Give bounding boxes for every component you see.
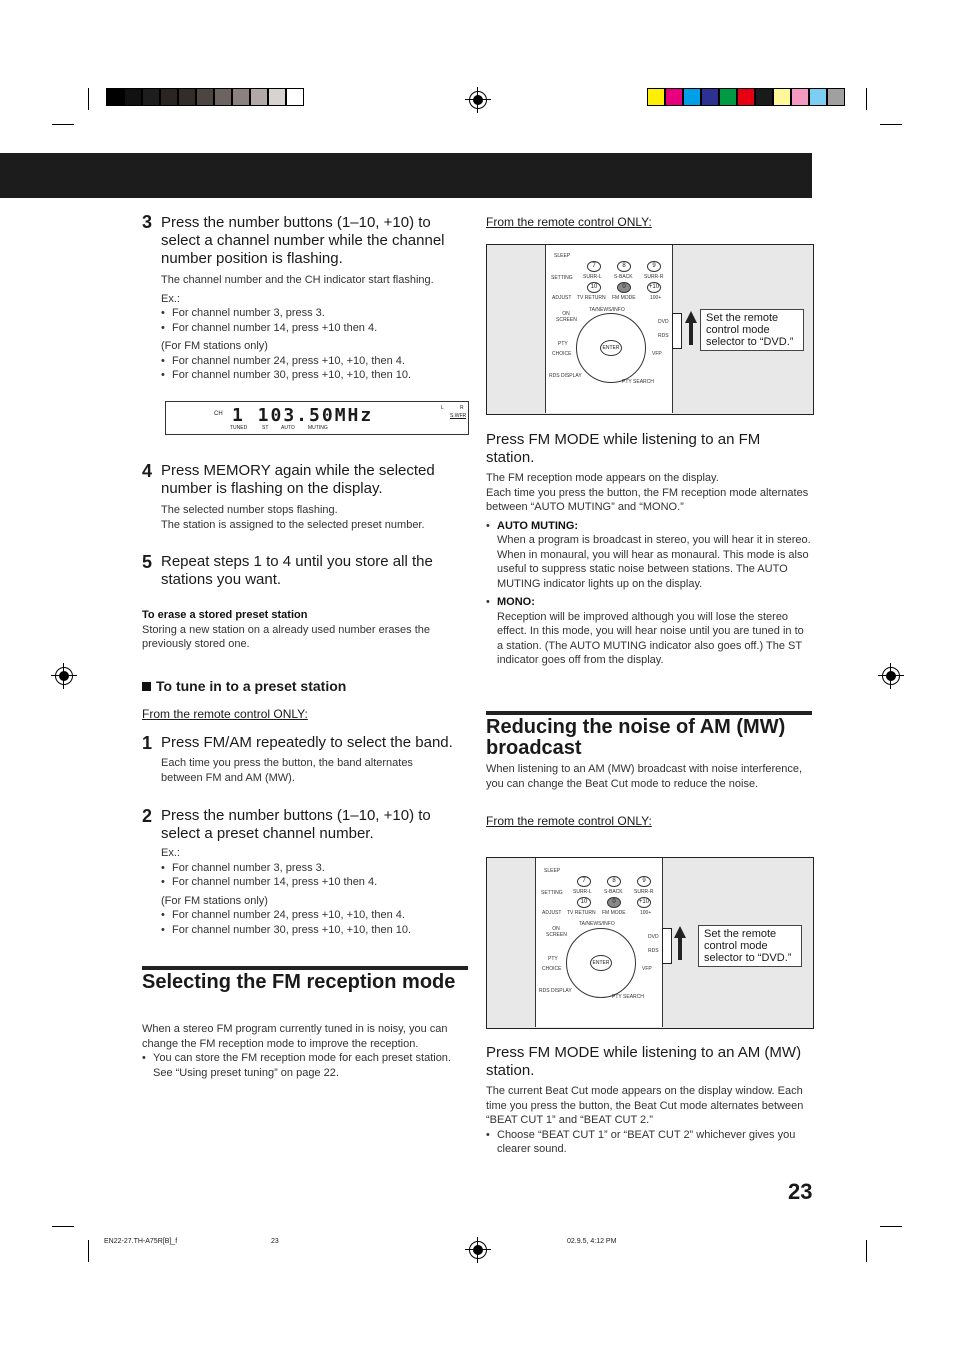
tune-preset-heading [142, 678, 346, 694]
key-9: 9 [647, 261, 661, 272]
am-heading: Reducing the noise of AM (MW) broadcast [486, 711, 812, 759]
list-item [486, 519, 811, 534]
tune-step-2-number: 2 [142, 806, 153, 826]
crop-mark [88, 88, 89, 110]
list-item: • For channel number 14, press +10 then 4. [161, 875, 466, 890]
color-swatch [178, 88, 196, 106]
muting-indicator: MUTING [308, 425, 328, 431]
sleep-key-label: SLEEP [544, 868, 561, 874]
enter-key: ENTER [590, 955, 612, 971]
choice-label: CHOICE [542, 966, 562, 972]
remote-control-illustration [535, 858, 663, 1027]
crop-mark [866, 88, 867, 110]
100-plus-label: 100+ [650, 295, 662, 301]
erase-text: Storing a new station on a already used number erases the previously stored one. [142, 623, 431, 650]
tune-step-2-body [161, 846, 466, 937]
am-text: The current Beat Cut mode appears on the display window. Each time you press the button, the Beat Cut mode alternates between “BEAT CUT 1” and “BEAT CUT 2.” [486, 1085, 804, 1126]
step-5-number: 5 [142, 552, 153, 572]
dvd-label: DVD [648, 934, 659, 940]
pty-search-label: PTY SEARCH [612, 994, 644, 1000]
r-indicator: R [460, 405, 464, 411]
registration-mark-icon [55, 667, 73, 685]
key-10: 10 [577, 897, 591, 908]
l-indicator: L [441, 405, 444, 411]
auto-indicator: AUTO [281, 425, 295, 431]
step-5-title: Repeat steps 1 to 4 until you store all the stations you want. [161, 553, 433, 588]
fm-mode-body [142, 1022, 467, 1080]
ex-label: Ex.: [161, 292, 180, 305]
setting-key-label: SETTING [541, 890, 563, 896]
crop-mark [880, 1226, 902, 1227]
fm-mode-label: FM MODE [602, 910, 626, 916]
setting-key-label: SETTING [551, 275, 573, 281]
arrow-shaft [689, 323, 693, 345]
cursor-dial [566, 928, 636, 998]
key-9: 9 [637, 876, 651, 887]
key-8: 8 [617, 261, 631, 272]
surr-r-label: SURR-R [644, 274, 664, 280]
s-back-label: S-BACK [604, 889, 623, 895]
s-back-label: S-BACK [614, 274, 633, 280]
color-swatch [719, 88, 737, 106]
color-swatch [160, 88, 178, 106]
step-4-note: The selected number stops flashing. [161, 504, 338, 516]
tune-step-1-number: 1 [142, 733, 153, 753]
list-item: • You can store the FM reception mode for each preset station. See “Using preset tuning” on page 22. [142, 1051, 467, 1080]
remote-only-label: From the remote control ONLY: [486, 814, 652, 828]
remote-control-illustration [545, 245, 673, 413]
color-swatch [232, 88, 250, 106]
step-4-title: Press MEMORY again while the selected number is flashing on the display. [161, 462, 435, 497]
remote-control-figure [486, 857, 814, 1029]
ta-news-info-label: TA/NEWS/INFO [589, 307, 625, 313]
mode-selector-switch [672, 313, 682, 349]
enter-key: ENTER [600, 340, 622, 356]
st-indicator: ST [262, 425, 269, 431]
dvd-label: DVD [658, 319, 669, 325]
fm-step-title: Press FM MODE while listening to an FM station. [486, 431, 761, 466]
color-swatch [683, 88, 701, 106]
tune-step-2-title: Press the number buttons (1–10, +10) to select a preset channel number. [161, 807, 431, 842]
step-4-number: 4 [142, 461, 153, 481]
color-swatch [286, 88, 304, 106]
ex-label: Ex.: [161, 847, 180, 859]
frequency-readout: 1 103.50MHz [232, 405, 374, 426]
crop-mark [866, 1240, 867, 1262]
color-swatch [701, 88, 719, 106]
list-item: • For channel number 30, press +10, +10, then 10. [161, 923, 466, 938]
color-swatch [737, 88, 755, 106]
sleep-key-label: SLEEP [554, 253, 571, 259]
cursor-dial [576, 313, 646, 383]
page-number: 23 [788, 1179, 813, 1204]
footer-page: 23 [271, 1238, 279, 1245]
color-swatch [827, 88, 845, 106]
fm-mode-text: When a stereo FM program currently tuned in is noisy, you can change the FM reception mode to improve the reception. [142, 1023, 448, 1050]
color-swatch [647, 88, 665, 106]
pty-label: PTY [548, 956, 558, 962]
rds-label: RDS [658, 333, 669, 339]
fm-only-note: (For FM stations only) [161, 894, 268, 907]
list-item: • For channel number 3, press 3. [161, 306, 466, 321]
fm-mode-heading: Selecting the FM reception mode [142, 966, 468, 993]
step-4-body [161, 503, 466, 532]
pty-search-label: PTY SEARCH [622, 379, 654, 385]
fm-mode-label: FM MODE [612, 295, 636, 301]
tv-return-label: TV RETURN [577, 295, 606, 301]
surr-r-label: SURR-R [634, 889, 654, 895]
list-item: • For channel number 30, press +10, +10, then 10. [161, 368, 466, 383]
fm-step-body [486, 471, 811, 668]
tuner-display-figure [165, 401, 469, 435]
step-3-number: 3 [142, 212, 153, 232]
key-7: 7 [587, 261, 601, 272]
on-screen-label: ON SCREEN [546, 926, 567, 938]
auto-muting-text-2: When in monaural, you will hear as monaural. This mode is also useful to suppress static noise between stations. The AUTO MUTING indicator lights up on the display. [497, 548, 809, 590]
remote-only-label: From the remote control ONLY: [486, 215, 652, 229]
color-swatch [250, 88, 268, 106]
registration-mark-icon [469, 91, 487, 109]
mode-selector-callout: Set the remote control mode selector to “DVD.” [700, 309, 804, 351]
rds-display-label: RDS DISPLAY [539, 988, 572, 994]
color-swatch [755, 88, 773, 106]
ta-news-info-label: TA/NEWS/INFO [579, 921, 615, 927]
step-4-note: The station is assigned to the selected preset number. [161, 518, 425, 531]
key-8: 8 [607, 876, 621, 887]
auto-muting-text-1: When a program is broadcast in stereo, you will hear it in stereo. [497, 534, 811, 546]
list-item [486, 595, 811, 610]
step-3-title: Press the number buttons (1–10, +10) to select a channel number while the channel number position is flashing. [161, 214, 445, 267]
mode-selector-callout: Set the remote control mode selector to “DVD.” [698, 925, 802, 967]
crop-mark [880, 124, 902, 125]
tune-step-1-note: Each time you press the button, the band alternates between FM and AM (MW). [161, 757, 413, 784]
arrow-up-icon [674, 926, 686, 938]
surr-l-label: SURR-L [573, 889, 592, 895]
color-swatch [773, 88, 791, 106]
list-item: • For channel number 24, press +10, +10, then 4. [161, 354, 466, 369]
key-plus10: +10 [647, 282, 661, 293]
swfr-indicator: S.WFR [450, 413, 467, 419]
am-intro: When listening to an AM (MW) broadcast with noise interference, you can change the Beat Cut mode to reduce the noise. [486, 763, 803, 790]
color-swatch [142, 88, 160, 106]
auto-muting-label: AUTO MUTING: [497, 519, 579, 532]
rds-display-label: RDS DISPLAY [549, 373, 582, 379]
vfp-label: VFP [652, 351, 662, 357]
list-item: • For channel number 3, press 3. [161, 861, 466, 876]
fm-only-note: (For FM stations only) [161, 340, 268, 352]
crop-mark [52, 1226, 74, 1227]
key-10: 10 [587, 282, 601, 293]
remote-control-figure [486, 244, 814, 415]
rds-label: RDS [648, 948, 659, 954]
choice-label: CHOICE [552, 351, 572, 357]
footer-date: 02.9.5, 4:12 PM [567, 1238, 617, 1245]
mono-label: MONO: [497, 596, 535, 608]
surr-l-label: SURR-L [583, 274, 602, 280]
color-swatch [809, 88, 827, 106]
erase-title: To erase a stored preset station [142, 609, 308, 621]
adjust-key-label: ADJUST [542, 910, 562, 916]
tune-preset-heading-text: To tune in to a preset station [156, 678, 347, 694]
crop-mark [52, 124, 74, 125]
fm-mode-key-highlight: 0 [617, 282, 631, 293]
fm-mode-key-highlight: 0 [607, 897, 621, 908]
am-step-body [486, 1084, 816, 1157]
registration-mark-icon [469, 1241, 487, 1259]
arrow-shaft [678, 938, 682, 960]
remote-only-label: From the remote control ONLY: [142, 707, 308, 721]
step-3-note: The channel number and the CH indicator start flashing. [161, 274, 434, 286]
am-step-title: Press FM MODE while listening to an AM (MW) station. [486, 1044, 802, 1079]
tune-step-1-title: Press FM/AM repeatedly to select the band. [161, 734, 453, 751]
list-item: • For channel number 24, press +10, +10, then 4. [161, 908, 466, 923]
mono-text: Reception will be improved although you will lose the stereo effect. In this mode, you will hear noise until you are tuned in to a station. (The AUTO MUTING indicator also goes off.) The ST indicator goes off from the display. [497, 610, 804, 666]
fm-text: The FM reception mode appears on the display. Each time you press the button, the FM reception mode alternates between “AUTO MUTING” and “MONO.” [486, 472, 809, 513]
color-swatch [791, 88, 809, 106]
pty-label: PTY [558, 341, 568, 347]
mode-selector-switch [662, 928, 672, 964]
color-swatch [106, 88, 124, 106]
list-item: • For channel number 14, press +10 then 4. [161, 321, 466, 336]
tv-return-label: TV RETURN [567, 910, 596, 916]
crop-mark [88, 1240, 89, 1262]
erase-section [142, 608, 462, 652]
color-swatch [665, 88, 683, 106]
color-swatch [124, 88, 142, 106]
100-plus-label: 100+ [640, 910, 652, 916]
arrow-up-icon [685, 311, 697, 323]
color-swatch [214, 88, 232, 106]
square-bullet-icon [142, 682, 151, 691]
header-band [0, 153, 812, 198]
key-7: 7 [577, 876, 591, 887]
vfp-label: VFP [642, 966, 652, 972]
color-swatch [196, 88, 214, 106]
ch-indicator: CH [214, 411, 223, 417]
tuned-indicator: TUNED [230, 425, 248, 431]
adjust-key-label: ADJUST [552, 295, 572, 301]
footer-file-name: EN22-27.TH-A75R[B]_f [104, 1238, 178, 1245]
key-plus10: +10 [637, 897, 651, 908]
registration-mark-icon [882, 667, 900, 685]
step-3-body [161, 273, 466, 383]
color-swatch [268, 88, 286, 106]
on-screen-label: ON SCREEN [556, 311, 577, 323]
list-item: • Choose “BEAT CUT 1” or “BEAT CUT 2” whichever gives you clearer sound. [486, 1128, 816, 1157]
